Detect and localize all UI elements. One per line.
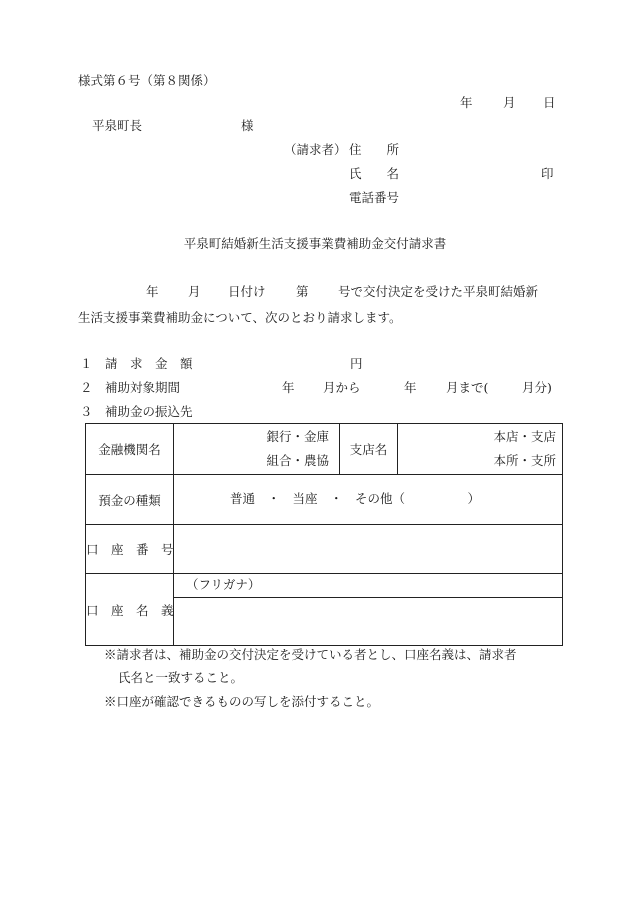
item2-year2: 年 (404, 380, 417, 395)
body-year: 年 (146, 284, 159, 299)
date-year-label: 年 (460, 95, 473, 110)
deposit-type-options[interactable] (174, 475, 563, 525)
branch-field[interactable] (398, 424, 563, 475)
table-row-account-number (86, 525, 563, 574)
institution-field[interactable] (174, 424, 340, 475)
addressee-honorific: 様 (241, 118, 254, 133)
note-1-line-1: ※請求者は、補助金の交付決定を受けている者とし、口座名義は、請求者 (104, 647, 517, 662)
bank-types-line1: 銀行・金庫 (266, 429, 329, 444)
deposit-type-label: 預金の種類 (86, 475, 174, 525)
body-line2: 生活支援事業費補助金について、次のとおり請求します。 (78, 310, 402, 325)
item1-label: 請 求 金 額 (105, 356, 193, 371)
item2-month-to: 月まで( (446, 380, 489, 395)
claimant-address-label: 住 所 (349, 142, 400, 157)
account-number-label: 口 座 番 号 (86, 525, 174, 574)
seal-mark: 印 (541, 166, 554, 181)
date-day-label: 日 (543, 95, 556, 110)
bank-types-line2: 組合・農協 (266, 453, 329, 468)
account-number-field[interactable] (174, 525, 563, 574)
note-2: ※口座が確認できるものの写しを添付すること。 (104, 694, 380, 709)
body-month: 月 (188, 284, 201, 299)
item2-months: 月分) (522, 380, 552, 395)
item2-label: 補助対象期間 (105, 380, 181, 395)
institution-label: 金融機関名 (86, 424, 174, 475)
item1-unit: 円 (350, 356, 363, 371)
claimant-name-label: 氏 名 (349, 166, 400, 181)
item2-year1: 年 (282, 380, 295, 395)
branch-types-line2: 本所・支所 (493, 453, 556, 468)
addressee-name: 平泉町長 (92, 118, 143, 133)
item1-number: １ (80, 356, 93, 371)
item2-month-from: 月から (323, 380, 361, 395)
table-row-institution (86, 424, 563, 475)
account-holder-label: 口 座 名 義 (86, 574, 174, 646)
body-no-prefix: 第 (296, 284, 309, 299)
item3-label: 補助金の振込先 (105, 404, 193, 419)
form-number: 様式第６号（第８関係） (78, 73, 216, 88)
item2-number: ２ (80, 380, 93, 395)
document-title: 平泉町結婚新生活支援事業費補助金交付請求書 (183, 236, 447, 251)
body-dated: 日付け (228, 284, 266, 299)
deposit-type-options-text: 普通 ・ 当座 ・ その他（ ） (230, 491, 481, 506)
item3-number: ３ (80, 404, 93, 419)
furigana-label: （フリガナ） (186, 577, 261, 592)
table-row-deposit-type (86, 475, 563, 525)
claimant-label: （請求者） (284, 142, 347, 157)
branch-types-line1: 本店・支店 (493, 429, 556, 444)
branch-label: 支店名 (340, 424, 398, 475)
claimant-phone-label: 電話番号 (349, 190, 400, 205)
furigana-field[interactable] (174, 574, 563, 598)
date-month-label: 月 (503, 95, 516, 110)
bank-account-table (85, 423, 563, 646)
note-1-line-2: 氏名と一致すること。 (118, 670, 244, 685)
table-row-furigana (86, 574, 563, 598)
body-line1-rest: 号で交付決定を受けた平泉町結婚新 (338, 284, 539, 299)
account-holder-field[interactable] (174, 598, 563, 646)
